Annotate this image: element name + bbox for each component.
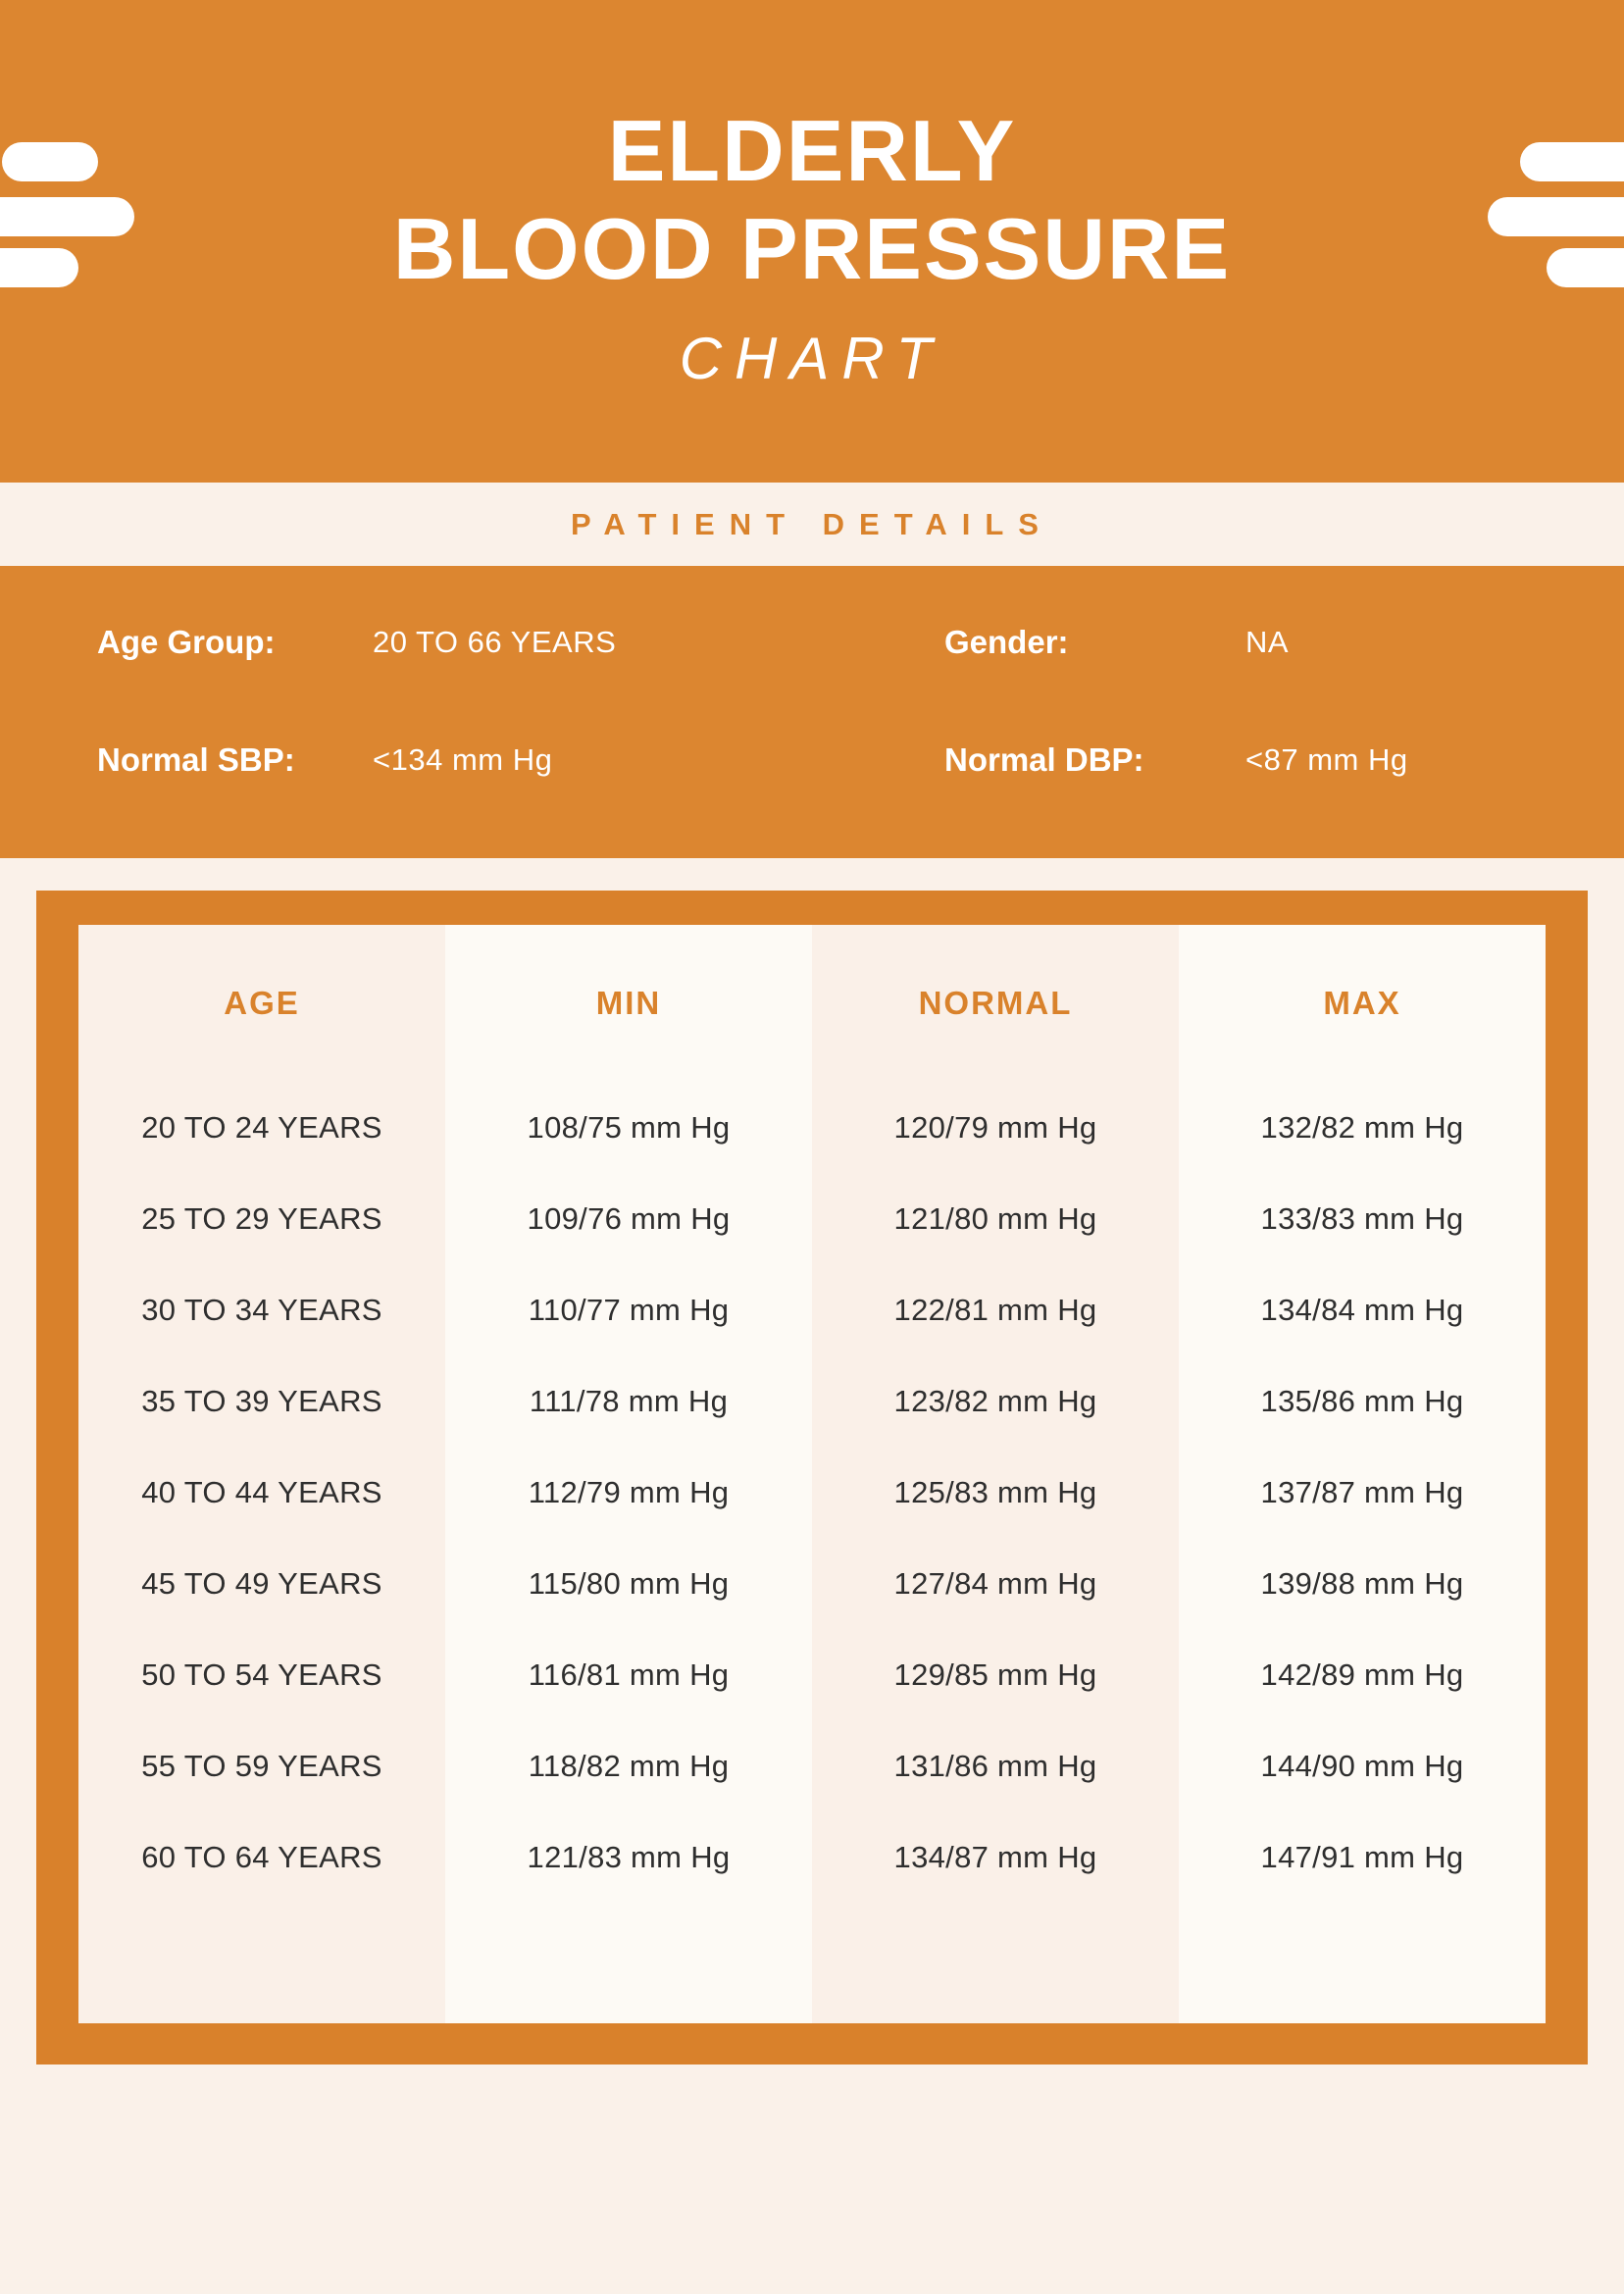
table-cell: 137/87 mm Hg (1260, 1474, 1464, 1509)
patient-details-band (0, 566, 1624, 858)
patient-details-row (97, 608, 1624, 677)
field-value-normal-dbp: <87 mm Hg (1245, 742, 1408, 777)
table-cell: 35 TO 39 YEARS (141, 1383, 382, 1418)
pill-bar-icon (2, 142, 98, 181)
table-cell: 60 TO 64 YEARS (141, 1839, 382, 1874)
table-cell: 108/75 mm Hg (527, 1109, 731, 1145)
table-cell: 50 TO 54 YEARS (141, 1657, 382, 1692)
table-cell: 127/84 mm Hg (893, 1565, 1097, 1601)
table-cell: 139/88 mm Hg (1260, 1565, 1464, 1601)
bp-table (78, 925, 1546, 2023)
column-header-min: MIN (595, 985, 662, 1021)
title-line-1: ELDERLY (607, 102, 1017, 199)
column-header-max: MAX (1323, 985, 1401, 1021)
table-cell: 116/81 mm Hg (528, 1657, 730, 1692)
table-cell: 30 TO 34 YEARS (141, 1292, 382, 1327)
table-cell: 134/87 mm Hg (893, 1839, 1097, 1874)
title-subtitle: CHART (679, 325, 945, 391)
column-header-age: AGE (224, 985, 300, 1021)
table-cell: 125/83 mm Hg (893, 1474, 1097, 1509)
table-cell: 109/76 mm Hg (527, 1200, 731, 1236)
pill-bar-icon (1488, 197, 1624, 236)
table-cell: 144/90 mm Hg (1260, 1748, 1464, 1783)
pill-bar-icon (0, 248, 78, 287)
table-cell: 129/85 mm Hg (893, 1657, 1097, 1692)
field-value-gender: NA (1245, 625, 1290, 659)
field-value-normal-sbp: <134 mm Hg (373, 742, 553, 777)
table-cell: 111/78 mm Hg (529, 1383, 729, 1418)
table-cell: 118/82 mm Hg (528, 1748, 730, 1783)
field-label-age-group: Age Group: (97, 624, 276, 660)
table-cell: 135/86 mm Hg (1260, 1383, 1464, 1418)
table-cell: 20 TO 24 YEARS (141, 1109, 382, 1145)
table-cell: 134/84 mm Hg (1260, 1292, 1464, 1327)
field-label-gender: Gender: (944, 624, 1069, 660)
page-title (0, 0, 1624, 392)
header-banner (0, 0, 1624, 483)
table-cell: 131/86 mm Hg (893, 1748, 1097, 1783)
table-cell: 123/82 mm Hg (893, 1383, 1097, 1418)
table-cell: 110/77 mm Hg (528, 1292, 730, 1327)
patient-details-strip (0, 483, 1624, 566)
table-cell: 121/83 mm Hg (527, 1839, 731, 1874)
field-label-normal-sbp: Normal SBP: (97, 741, 295, 778)
table-cell: 25 TO 29 YEARS (141, 1200, 382, 1236)
table-cell: 147/91 mm Hg (1260, 1839, 1464, 1874)
spacer (0, 858, 1624, 891)
table-cell: 122/81 mm Hg (893, 1292, 1097, 1327)
pill-bar-icon (0, 197, 134, 236)
column-header-normal: NORMAL (918, 985, 1073, 1021)
patient-details-row (97, 726, 1624, 794)
table-cell: 142/89 mm Hg (1260, 1657, 1464, 1692)
table-cell: 132/82 mm Hg (1260, 1109, 1464, 1145)
bp-table-frame (36, 891, 1588, 2065)
table-column-min (445, 925, 812, 2023)
table-column-normal (812, 925, 1179, 2023)
table-cell: 121/80 mm Hg (893, 1200, 1097, 1236)
table-cell: 112/79 mm Hg (528, 1474, 730, 1509)
table-cell: 40 TO 44 YEARS (141, 1474, 382, 1509)
field-label-normal-dbp: Normal DBP: (944, 741, 1144, 778)
table-column-max (1179, 925, 1546, 2023)
table-cell: 55 TO 59 YEARS (141, 1748, 382, 1783)
table-cell: 45 TO 49 YEARS (141, 1565, 382, 1601)
table-cell: 120/79 mm Hg (893, 1109, 1097, 1145)
table-column-age (78, 925, 445, 2023)
pill-bar-icon (1547, 248, 1624, 287)
title-line-2: BLOOD PRESSURE (392, 200, 1232, 298)
table-cell: 133/83 mm Hg (1260, 1200, 1464, 1236)
field-value-age-group: 20 TO 66 YEARS (373, 625, 617, 659)
pill-bar-icon (1520, 142, 1624, 181)
table-cell: 115/80 mm Hg (528, 1565, 730, 1601)
patient-details-heading: PATIENT DETAILS (571, 506, 1053, 541)
